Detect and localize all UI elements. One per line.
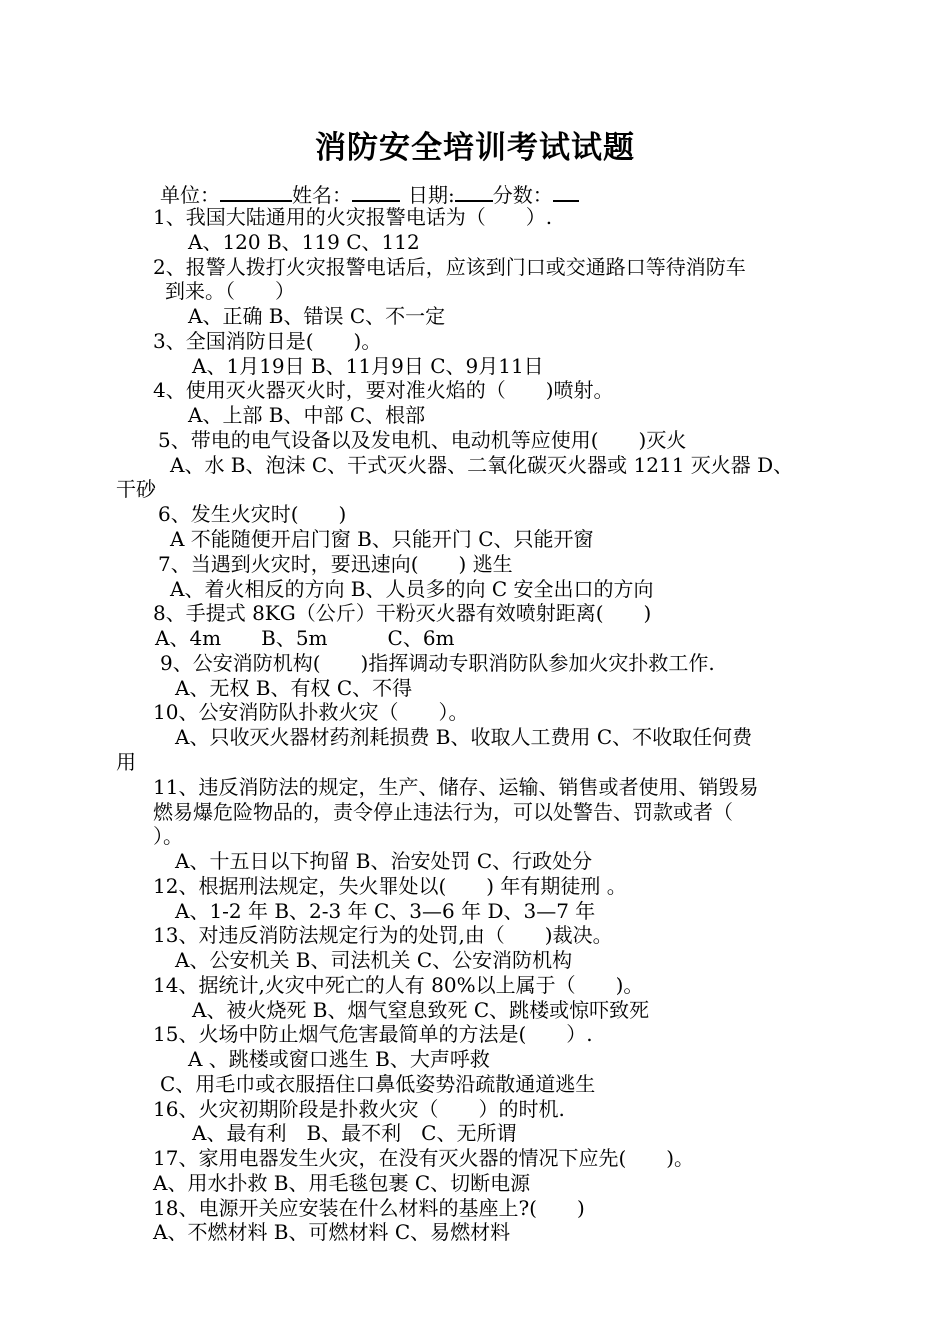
question-line: 12、根据刑法规定，失火罪处以( ) 年有期徒刑 。 [153, 874, 627, 898]
question-line: 2、报警人拨打火灾报警电话后，应该到门口或交通路口等待消防车 [153, 255, 746, 279]
question-line: 13、对违反消防法规定行为的处罚,由（ )裁决。 [153, 923, 613, 947]
answer-options: A 、跳楼或窗口逃生 B、大声呼救 [188, 1047, 490, 1071]
answer-options: A、被火烧死 B、烟气窒息致死 C、跳楼或惊吓致死 [192, 998, 650, 1022]
date-label: 日期: [408, 183, 455, 207]
question-line: 1、我国大陆通用的火灾报警电话为（ ）. [153, 205, 553, 229]
answer-options: A、十五日以下拘留 B、治安处罚 C、行政处分 [175, 849, 593, 873]
answer-options: A、用水扑救 B、用毛毯包裹 C、切断电源 [153, 1171, 531, 1195]
answer-options: A、无权 B、有权 C、不得 [175, 676, 413, 700]
answer-options: A、4m B、5m C、6m [155, 626, 455, 650]
question-line: 10、公安消防队扑救火灾（ ）。 [153, 700, 469, 724]
answer-options: A、只收灭火器材药剂耗损费 B、收取人工费用 C、不收取任何费 [175, 725, 753, 749]
question-line: 到来。（ ） [165, 279, 295, 303]
answer-options: A、公安机关 B、司法机关 C、公安消防机构 [175, 948, 573, 972]
answer-options: A、120 B、119 C、112 [188, 230, 420, 254]
question-line: 14、据统计,火灾中死亡的人有 80%以上属于（ )。 [153, 973, 644, 997]
date-blank[interactable] [455, 180, 493, 202]
question-line: 3、全国消防日是( )。 [153, 329, 382, 353]
name-blank[interactable] [352, 180, 400, 202]
score-blank[interactable] [553, 180, 579, 202]
question-line: 4、使用灭火器灭火时，要对准火焰的（ )喷射。 [153, 378, 614, 402]
unit-label: 单位： [160, 183, 220, 207]
answer-options: C、用毛巾或衣服捂住口鼻低姿势沿疏散通道逃生 [160, 1072, 596, 1096]
answer-options: A、着火相反的方向 B、人员多的向 C 安全出口的方向 [170, 577, 654, 601]
question-line: 15、火场中防止烟气危害最简单的方法是( ）. [153, 1022, 593, 1046]
question-line: 17、家用电器发生火灾，在没有灭火器的情况下应先( )。 [153, 1146, 695, 1170]
answer-options: A 不能随便开启门窗 B、只能开门 C、只能开窗 [170, 527, 594, 551]
answer-options: A、水 B、泡沫 C、干式灭火器、二氧化碳灭火器或 1211 灭火器 D、 [170, 453, 794, 477]
answer-options: A、1月19日 B、11月9日 C、9月11日 [192, 354, 544, 378]
question-line: 7、当遇到火灾时，要迅速向( ) 逃生 [158, 552, 513, 576]
unit-blank[interactable] [220, 180, 292, 202]
answer-options: A、最有利 B、最不利 C、无所谓 [192, 1121, 517, 1145]
answer-options: A、正确 B、错误 C、不一定 [188, 304, 446, 328]
question-line: 8、手提式 8KG（公斤）干粉灭火器有效喷射距离( ) [153, 601, 652, 625]
exam-header [160, 180, 579, 207]
answer-options: A、上部 B、中部 C、根部 [188, 403, 426, 427]
answer-options: 用 [116, 750, 136, 774]
score-label: 分数： [492, 183, 553, 207]
question-line: 9、公安消防机构( )指挥调动专职消防队参加火灾扑救工作. [160, 651, 715, 675]
question-line: 16、火灾初期阶段是扑救火灾（ ）的时机. [153, 1097, 565, 1121]
answer-options: A、不燃材料 B、可燃材料 C、易燃材料 [153, 1220, 511, 1244]
question-line: 5、带电的电气设备以及发电机、电动机等应使用( )灭火 [158, 428, 687, 452]
question-line: 18、电源开关应安装在什么材料的基座上?( ) [153, 1196, 585, 1220]
answer-options: A、1-2 年 B、2-3 年 C、3—6 年 D、3—7 年 [175, 899, 596, 923]
question-line: 11、违反消防法的规定，生产、储存、运输、销售或者使用、销毁易 [153, 775, 759, 799]
answer-options: 干砂 [116, 477, 156, 501]
exam-title: 消防安全培训考试试题 [315, 130, 635, 166]
question-line: 6、发生火灾时( ) [158, 502, 347, 526]
question-line: ）。 [153, 824, 183, 848]
name-label: 姓名： [292, 183, 352, 207]
question-line: 燃易爆危险物品的，责令停止违法行为，可以处警告、罚款或者（ [153, 800, 733, 824]
